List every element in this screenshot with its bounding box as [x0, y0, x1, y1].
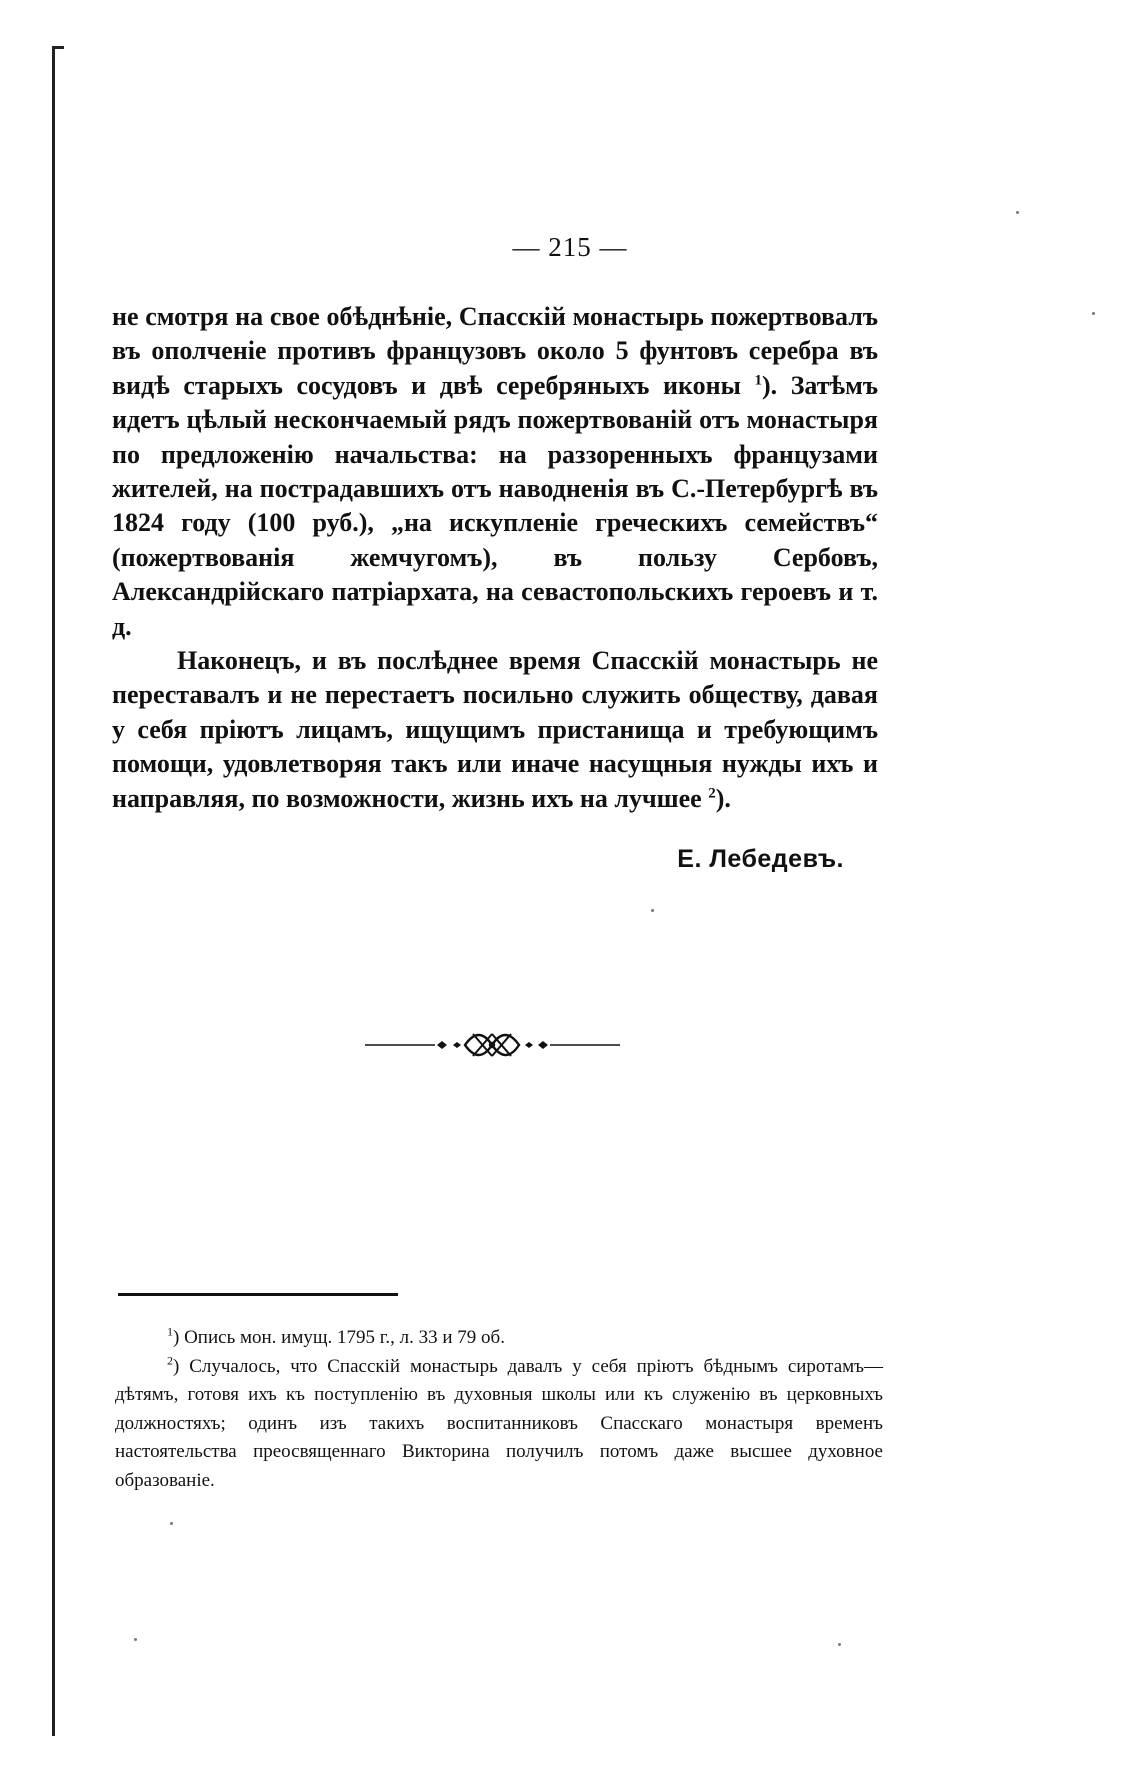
- author-signature: Е. Лебедевъ.: [677, 845, 844, 873]
- scan-speck: [134, 1638, 137, 1641]
- footnote-1-marker: 1: [167, 1324, 173, 1339]
- footnote-2-marker: 2: [167, 1353, 173, 1368]
- footnote-divider: [118, 1293, 398, 1296]
- footnote-1: [115, 1324, 883, 1353]
- scan-speck: [1016, 211, 1019, 214]
- scan-speck: [170, 1522, 173, 1525]
- paragraph-1: [112, 300, 878, 644]
- footnotes: [115, 1324, 883, 1495]
- paragraph-2-text-cont: ).: [715, 783, 731, 813]
- scan-speck: [838, 1643, 841, 1646]
- footnote-2-text: ) Случалось, что Спасскій монастырь давалъ у себя пріютъ бѣднымъ сиротамъ—дѣтямъ, готовя ихъ къ поступленію въ духовныя школы или къ служенію въ церковныхъ должностяхъ; одинъ изъ такихъ воспитанниковъ Спасскаго монастыря временъ настоятельства преосвященнаго Викторина получилъ потомъ даже высшее духовное образованіе.: [115, 1355, 883, 1491]
- ornament-divider: [365, 1022, 620, 1068]
- scan-speck: [1092, 312, 1095, 315]
- page-number: — 215 —: [512, 232, 628, 262]
- scan-corner-mark: [52, 46, 64, 49]
- main-text: [112, 300, 878, 816]
- paragraph-1-text: не смотря на свое обѣднѣніе, Спасскій монастырь пожертвовалъ въ ополченіе противъ французовъ около 5 фунтовъ серебра въ видѣ старыхъ сосудовъ и двѣ серебряныхъ иконы: [112, 302, 878, 400]
- footnote-1-text: ) Опись мон. имущ. 1795 г., л. 33 и 79 об.: [173, 1327, 505, 1348]
- paragraph-1-text-cont: ). Затѣмъ идетъ цѣлый нескончаемый рядъ пожертвованій отъ монастыря по предложенію начальства: на раззоренныхъ французами жителей, на пострадавшихъ отъ наводненія въ С.-Петербургѣ въ 1824 году (100 руб.), „на искупленіе греческихъ семействъ“ (пожертвованія жемчугомъ), въ пользу Сербовъ, Александрійскаго патріархата, на севастопольскихъ героевъ и т. д.: [112, 370, 878, 641]
- scan-speck: [651, 909, 654, 912]
- footnote-ref-1: 1: [754, 372, 762, 389]
- footnote-ref-2: 2: [708, 785, 716, 802]
- scan-left-edge: [52, 46, 55, 1736]
- paragraph-2: [112, 644, 878, 816]
- footnote-2: [115, 1353, 883, 1496]
- paragraph-2-text: Наконецъ, и въ послѣднее время Спасскій монастырь не переставалъ и не перестаетъ посильно служить обществу, давая у себя пріютъ лицамъ, ищущимъ пристанища и требующимъ помощи, удовлетворяя такъ или иначе насущныя нужды ихъ и направляя, по возможности, жизнь ихъ на лучшее: [112, 646, 878, 813]
